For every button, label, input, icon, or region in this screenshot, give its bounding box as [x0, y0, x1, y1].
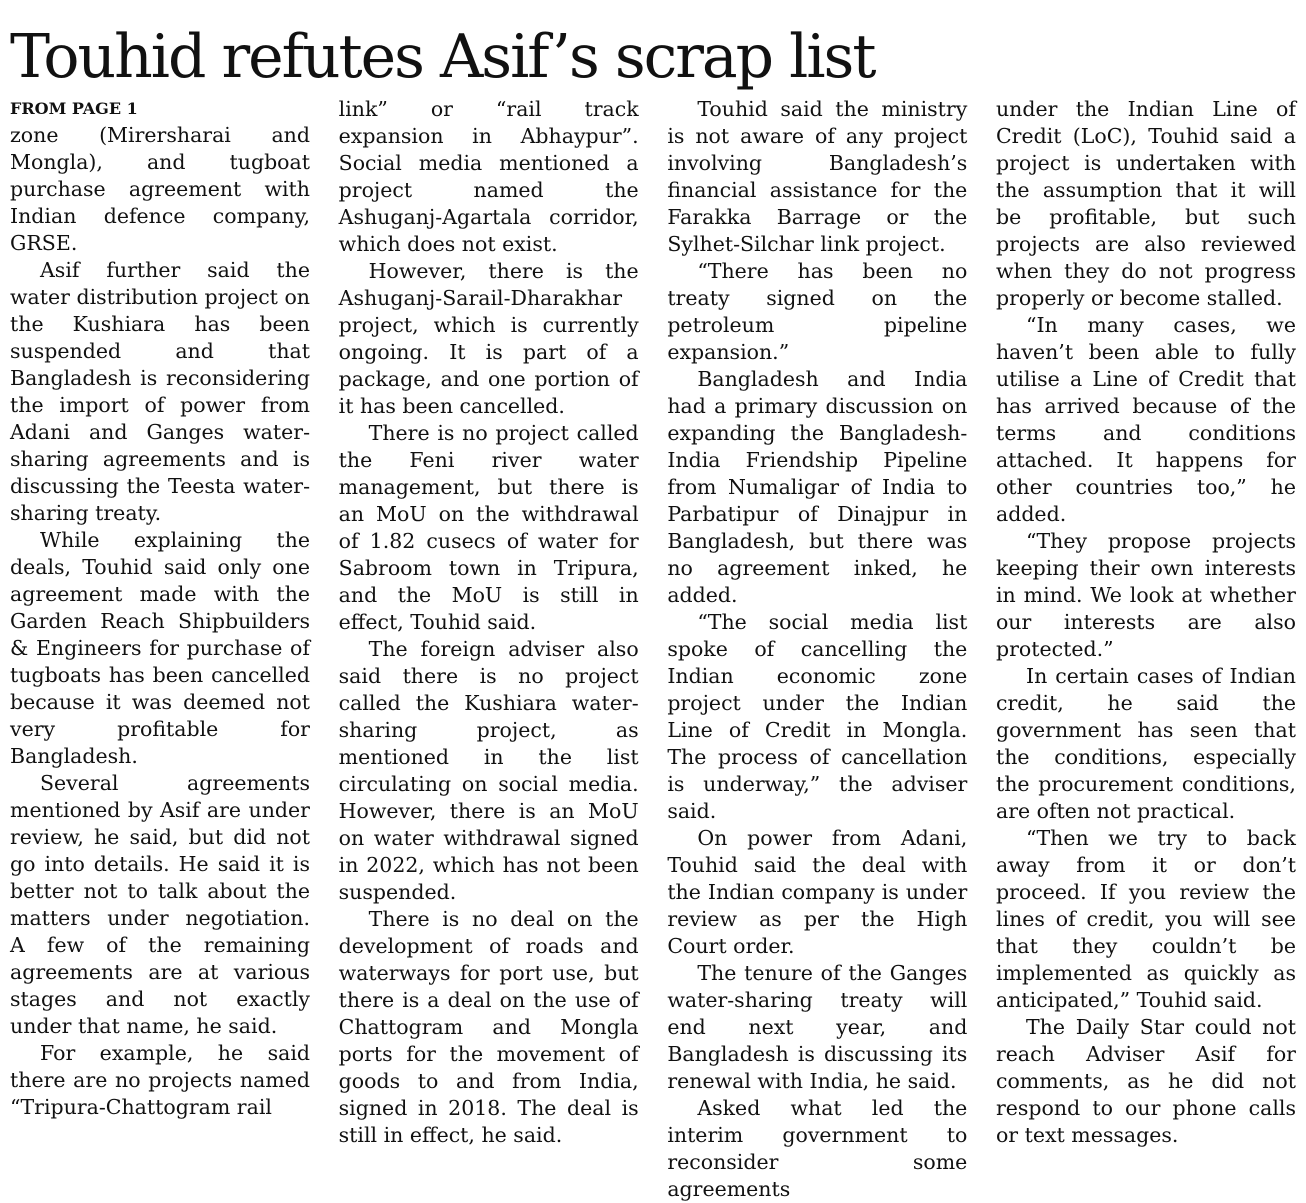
paragraph: “There has been no treaty signed on the petroleum pipeline expansion.”	[667, 259, 968, 364]
paragraph: There is no deal on the development of roads and waterways for port use, but there is a deal on the use of Chattogram and Mongla ports for the movement of goods to and from India, signed in 2018. The deal is still in effect, he said.	[338, 907, 639, 1147]
dateline: FROM PAGE 1	[10, 99, 138, 118]
paragraph: zone (Mirersharai and Mongla), and tugboat purchase agreement with Indian defence company, GRSE.	[10, 123, 310, 255]
paragraph: The Daily Star could not reach Adviser Asif for comments, as he did not respond to our phone calls or text messages.	[995, 1015, 1296, 1147]
article-column-1	[10, 96, 310, 1203]
paragraph: For example, he said there are no projects named “Tripura-Chattogram rail	[10, 1041, 310, 1119]
paragraph: “The social media list spoke of cancelling the Indian economic zone project under the Indian Line of Credit in Mongla. The process of cancellation is underway,” the adviser said.	[667, 610, 968, 823]
paragraph: The foreign adviser also said there is no project called the Kushiara water-sharing project, as mentioned in the list circulating on social media. However, there is an MoU on water withdrawal signed in 2022, which has not been suspended.	[338, 637, 639, 904]
article-column-4	[996, 96, 1296, 1203]
paragraph: Asked what led the interim government to reconsider some agreements	[667, 1096, 968, 1201]
paragraph: While explaining the deals, Touhid said only one agreement made with the Garden Reach Shipbuilders & Engineers for purchase of tugboats has been cancelled because it was deemed not very profitable for Bangladesh.	[10, 528, 310, 768]
paragraph: Several agreements mentioned by Asif are under review, he said, but did not go into details. He said it is better not to talk about the matters under negotiation. A few of the remaining agreements are at various stages and not exactly under that name, he said.	[10, 771, 310, 1038]
paragraph: On power from Adani, Touhid said the deal with the Indian company is under review as per the High Court order.	[667, 826, 968, 958]
paragraph: “They propose projects keeping their own interests in mind. We look at whether our interests are also protected.”	[995, 529, 1296, 661]
paragraph: “Then we try to back away from it or don’t proceed. If you review the lines of credit, you will see that they couldn’t be implemented as quickly as anticipated,” Touhid said.	[995, 826, 1296, 1012]
paragraph: “In many cases, we haven’t been able to fully utilise a Line of Credit that has arrived because of the terms and conditions attached. It happens for other countries too,” he added.	[995, 313, 1296, 526]
headline: Touhid refutes Asif’s scrap list	[10, 22, 875, 92]
paragraph: Asif further said the water distribution project on the Kushiara has been suspended and that Bangladesh is reconsidering the import of power from Adani and Ganges water-sharing agreements and is discussing the Teesta water-sharing treaty.	[10, 258, 310, 525]
paragraph: However, there is the Ashuganj-Sarail-Dharakhar project, which is currently ongoing. It is part of a package, and one portion of it has been cancelled.	[338, 259, 639, 418]
paragraph: Bangladesh and India had a primary discussion on expanding the Bangladesh-India Friendship Pipeline from Numaligar of India to Parbatipur of Dinajpur in Bangladesh, but there was no agreement inked, he added.	[667, 367, 968, 607]
article-column-3	[667, 96, 967, 1203]
paragraph: In certain cases of Indian credit, he said the government has seen that the conditions, especially the procurement conditions, are often not practical.	[995, 664, 1296, 823]
paragraph: link” or “rail track expansion in Abhaypur”. Social media mentioned a project named the Ashuganj-Agartala corridor, which does not exist.	[338, 97, 639, 256]
article-column-2	[339, 96, 639, 1203]
paragraph: under the Indian Line of Credit (LoC), Touhid said a project is undertaken with the assumption that it will be profitable, but such projects are also reviewed when they do not progress properly or become stalled.	[995, 97, 1296, 310]
paragraph: There is no project called the Feni river water management, but there is an MoU on the withdrawal of 1.82 cusecs of water for Sabroom town in Tripura, and the MoU is still in effect, Touhid said.	[338, 421, 639, 634]
paragraph: The tenure of the Ganges water-sharing treaty will end next year, and Bangladesh is discussing its renewal with India, he said.	[667, 961, 968, 1093]
paragraph: Touhid said the ministry is not aware of any project involving Bangladesh’s financial assistance for the Farakka Barrage or the Sylhet-Silchar link project.	[667, 97, 968, 256]
article-columns	[10, 96, 1296, 1203]
